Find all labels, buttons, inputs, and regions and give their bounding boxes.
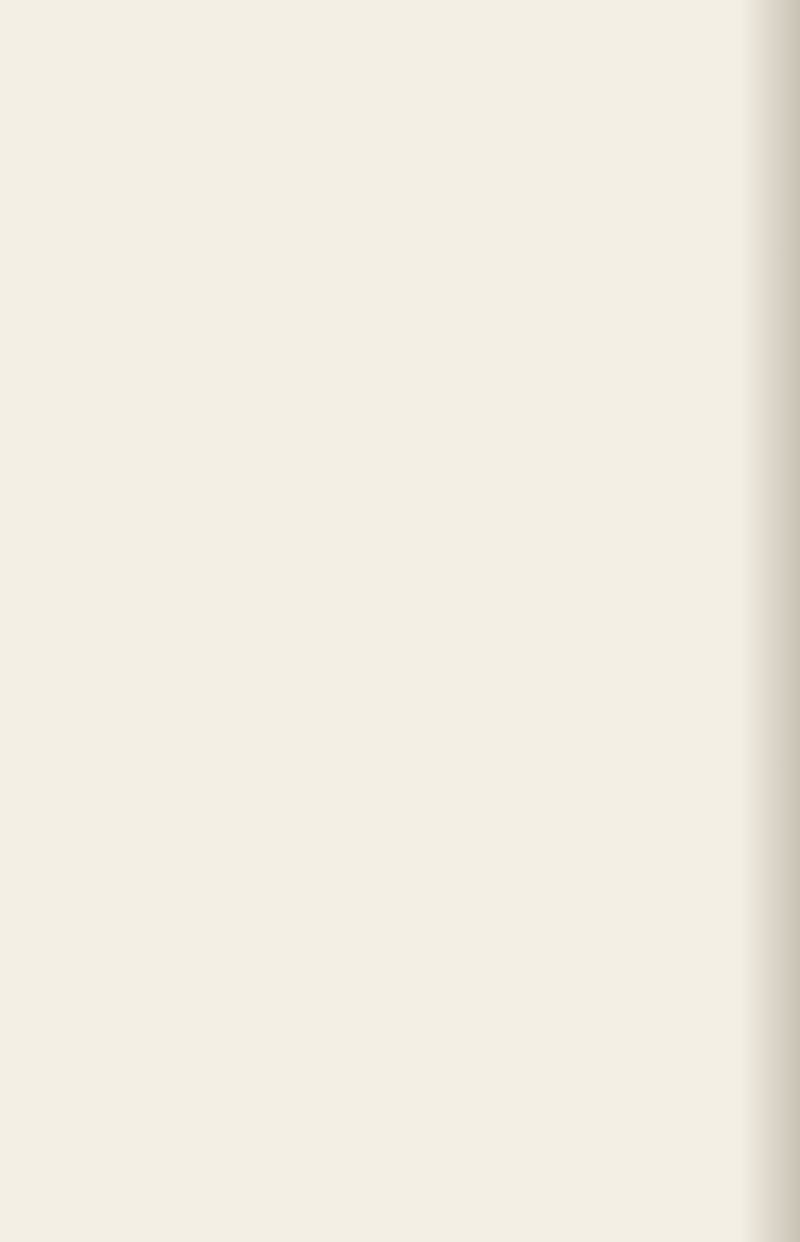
page-edge-shadow xyxy=(740,0,800,1242)
